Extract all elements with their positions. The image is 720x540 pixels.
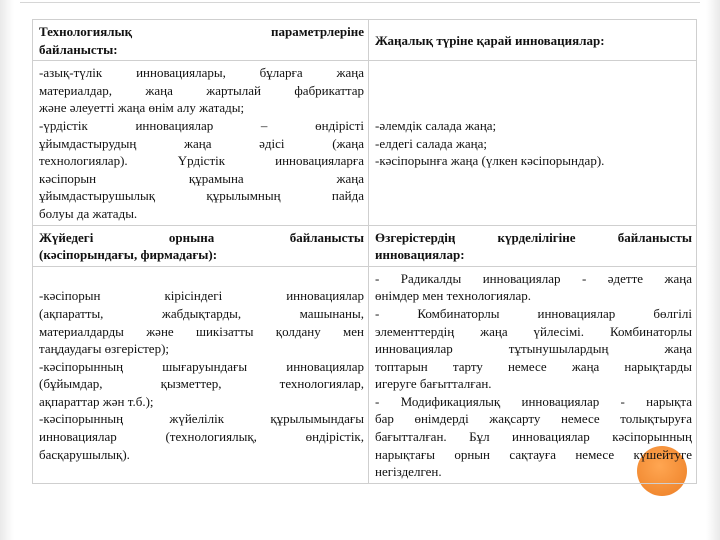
header-technological-parameters bbox=[33, 20, 369, 61]
line: - Радикалды инновациялар - әдетте жаңа bbox=[375, 270, 692, 286]
line: -кәсіпорынға жаңа (үлкен кәсіпорындар). bbox=[375, 153, 605, 169]
line: -елдегі салада жаңа; bbox=[375, 135, 487, 151]
line: -кәсіпорынның жүйелілік құрылымындағы bbox=[39, 411, 364, 427]
header-word: Технологиялық bbox=[39, 24, 133, 39]
header-novelty-type bbox=[369, 20, 697, 61]
line: ақпараттар жән т.б.); bbox=[39, 393, 154, 409]
line: -азық-түлік инновациялары, бұларға жаңа bbox=[39, 65, 364, 81]
line: таңдаудағы өзгерістер); bbox=[39, 341, 170, 357]
line: - Комбинаторлы инновациялар бөлгілі bbox=[375, 305, 692, 321]
header-complexity bbox=[369, 225, 697, 266]
header-word: (кәсіпорындағы, фирмадағы): bbox=[39, 247, 218, 263]
table-row bbox=[33, 61, 697, 225]
line: материалдарды және шикізатты қолдану мен bbox=[39, 323, 364, 339]
line: элементтердің жаңа үйлесімі. Комбинаторлы bbox=[375, 323, 692, 339]
cell-technological-list bbox=[33, 61, 369, 225]
header-text: инновациялар: bbox=[375, 247, 465, 263]
line: өнімдер мен технологиялар. bbox=[375, 288, 531, 304]
header-word: параметрлеріне bbox=[271, 24, 364, 39]
line: материалдар, жаңа жартылай фабрикаттар bbox=[39, 82, 364, 98]
header-system-place bbox=[33, 225, 369, 266]
innovation-classification-table bbox=[32, 19, 697, 484]
line: (бұйымдар, қызметтер, технологиялар, bbox=[39, 376, 364, 392]
cell-system-place-list bbox=[33, 266, 369, 483]
slide-right-edge bbox=[706, 0, 720, 540]
line: топтарын тарту немесе жаңа нарықтарды bbox=[375, 358, 692, 374]
line: технологиялар). Үрдістік инновацияларға bbox=[39, 153, 364, 169]
line: -үрдістік инновациялар – өндірісті bbox=[39, 117, 364, 133]
table-row bbox=[33, 266, 697, 483]
header-word: байланысты bbox=[289, 229, 364, 245]
line: бағытталған. Бұл инновациялар кәсіпорынның bbox=[375, 429, 692, 445]
line: негізделген. bbox=[375, 464, 442, 480]
cell-complexity-list bbox=[369, 266, 697, 483]
line: басқарушылық). bbox=[39, 446, 130, 462]
header-line bbox=[375, 229, 692, 247]
line: инновациялар (технологиялық, өндірістік, bbox=[39, 429, 364, 445]
text-block bbox=[39, 64, 364, 222]
slide-left-edge bbox=[0, 0, 14, 540]
line: кәсіпорын құрамына жаңа bbox=[39, 170, 364, 186]
header-text: Өзгерістердің күрделілігіне байланысты bbox=[375, 229, 692, 245]
line: нарықтағы орнын сақтауға немесе күшейтуге bbox=[375, 446, 692, 462]
line: игеруге бағытталған. bbox=[375, 376, 492, 392]
line: инновациялар тұтынушылардың жаңа bbox=[375, 341, 692, 357]
text-block bbox=[375, 270, 692, 481]
line: бар өнімдерді жақсарту немесе толықтыруға bbox=[375, 411, 692, 427]
header-word: Жүйедегі bbox=[39, 229, 94, 245]
line: және әлеуетті жаңа өнім алу жатады; bbox=[39, 100, 245, 116]
line: -әлемдік салада жаңа; bbox=[375, 117, 497, 133]
line: -кәсіпорынның шығаруындағы инновациялар bbox=[39, 358, 364, 374]
text-block bbox=[39, 287, 364, 463]
header-word: байланысты: bbox=[39, 41, 118, 57]
line: -кәсіпорын кірісіндегі инновациялар bbox=[39, 288, 364, 304]
line: - Модификациялық инновациялар - нарықта bbox=[375, 393, 692, 409]
slide-top-border bbox=[20, 2, 700, 3]
line: болуы да жатады. bbox=[39, 205, 138, 221]
cell-novelty-list bbox=[369, 61, 697, 225]
line: (ақпаратты, жабдықтарды, машынаны, bbox=[39, 305, 364, 321]
line: ұйымдастырушылық құрылымның пайда bbox=[39, 188, 364, 204]
table-row bbox=[33, 225, 697, 266]
header-word: орнына bbox=[168, 229, 215, 245]
header-text: Жаңалық түріне қарай инновациялар: bbox=[375, 32, 605, 48]
table-row bbox=[33, 20, 697, 61]
line: ұйымдастырудың жаңа әдісі (жаңа bbox=[39, 135, 364, 151]
